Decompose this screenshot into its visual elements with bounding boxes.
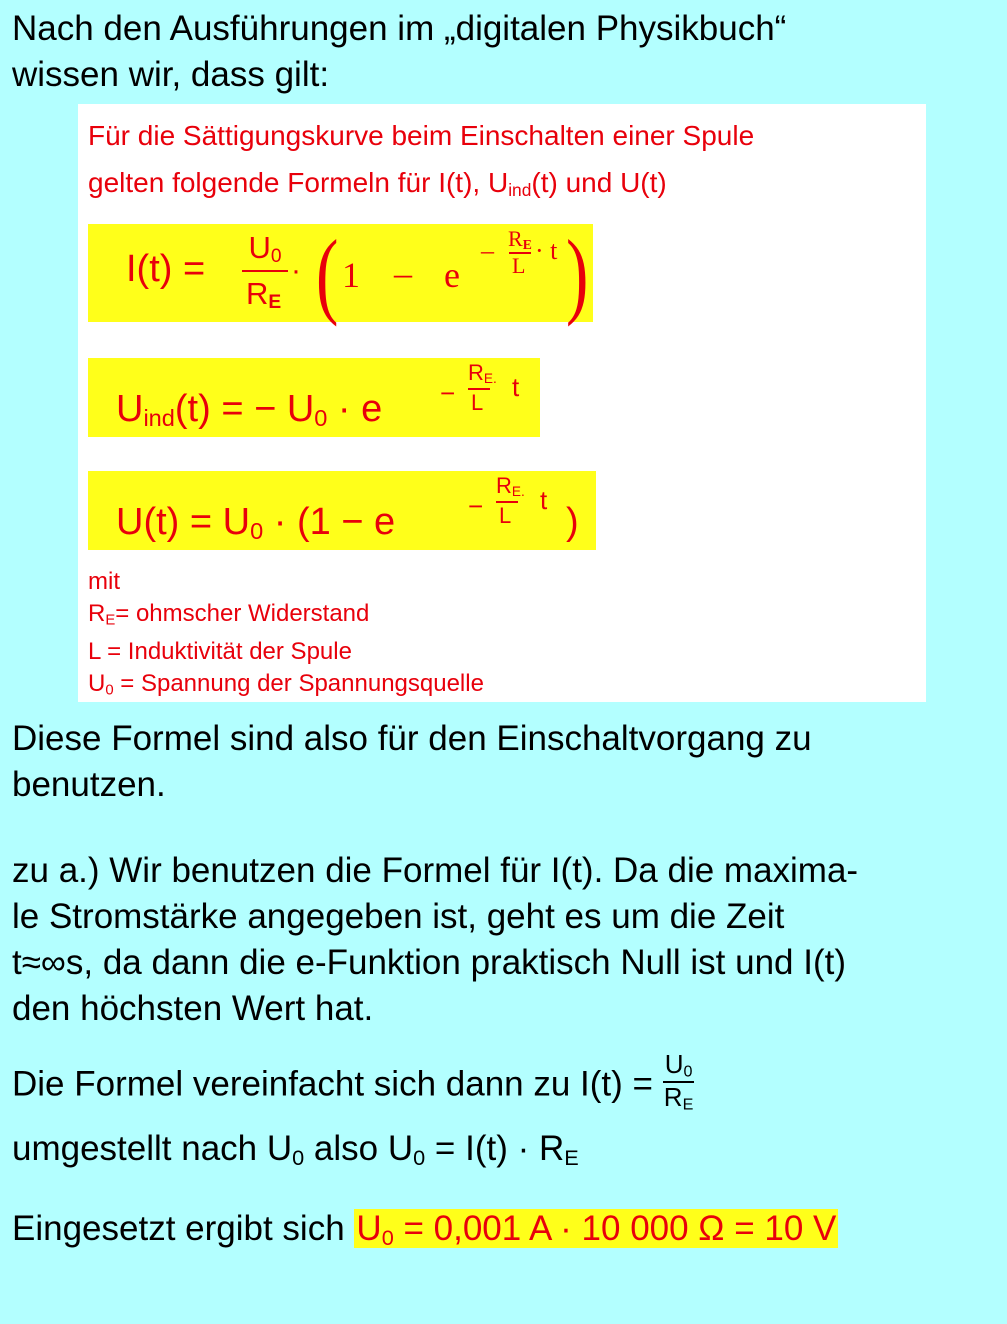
formula-voltage: $U(t) = U_0 \cdot (1 - e$ − $R_{E.}$ L t ) [88,471,596,550]
formula-box-heading [88,112,754,214]
paragraph-4: umgestellt nach $U_0$ also $U_0 = I(t) \cdot R_E$ [12,1129,579,1170]
legend-resistance: $R_E=$ ohmscher Widerstand [88,599,370,628]
paragraph-3: Die Formel vereinfacht sich dann zu I(t) = $\frac{U_0}{R_E}$ [12,1049,694,1114]
legend-voltage: $U_0$ = Spannung der Spannungsquelle [88,669,484,699]
formula-legend [88,566,484,707]
simplified-fraction: $\frac{U_0}{R_E}$ [663,1049,694,1114]
formula-current: I(t) = $U_0$ $R_E$ · ( 1 – e – $R_E$ L · t ) [88,224,593,322]
intro-line-2: wissen wir, dass gilt: [12,55,330,94]
result-highlight: $U_0 = 0,001$ A · 10 000 Ω = 10 V [356,1209,837,1250]
formula-induced-voltage: $U_{ind}(t)$ = − $U_0 \cdot e$ − $R_{E.}$ L t [88,358,540,437]
heading-line-1: Für die Sättigungskurve beim Einschalten einer Spule [88,120,755,151]
legend-mit: mit [88,568,120,595]
paragraph-2-line-4: den höchsten Wert hat. [12,989,374,1028]
intro-line-1: Nach den Ausführungen im „digitalen Physikbuch“ [12,9,787,48]
paragraph-1-line-2: benutzen. [12,765,166,804]
legend-inductance: L = Induktivität der Spule [88,638,352,666]
paragraph-1-line-1: Diese Formel sind also für den Einschaltvorgang zu [12,719,812,758]
heading-line-2: gelten folgende Formeln für I(t), $U_{ind}(t)$ und U(t) [88,167,667,200]
paragraph-2-line-3: t≈∞s, da dann die e-Funktion praktisch Null ist und I(t) [12,943,846,982]
paragraph-5: Eingesetzt ergibt sich $U_0 = 0,001$ A · 10 000 Ω = 10 V [12,1209,837,1250]
formula-box [78,104,926,702]
paragraph-2-line-1: zu a.) Wir benutzen die Formel für I(t). Da die maxima- [12,851,859,890]
paragraph-2-line-2: le Stromstärke angegeben ist, geht es um die Zeit [12,897,785,936]
